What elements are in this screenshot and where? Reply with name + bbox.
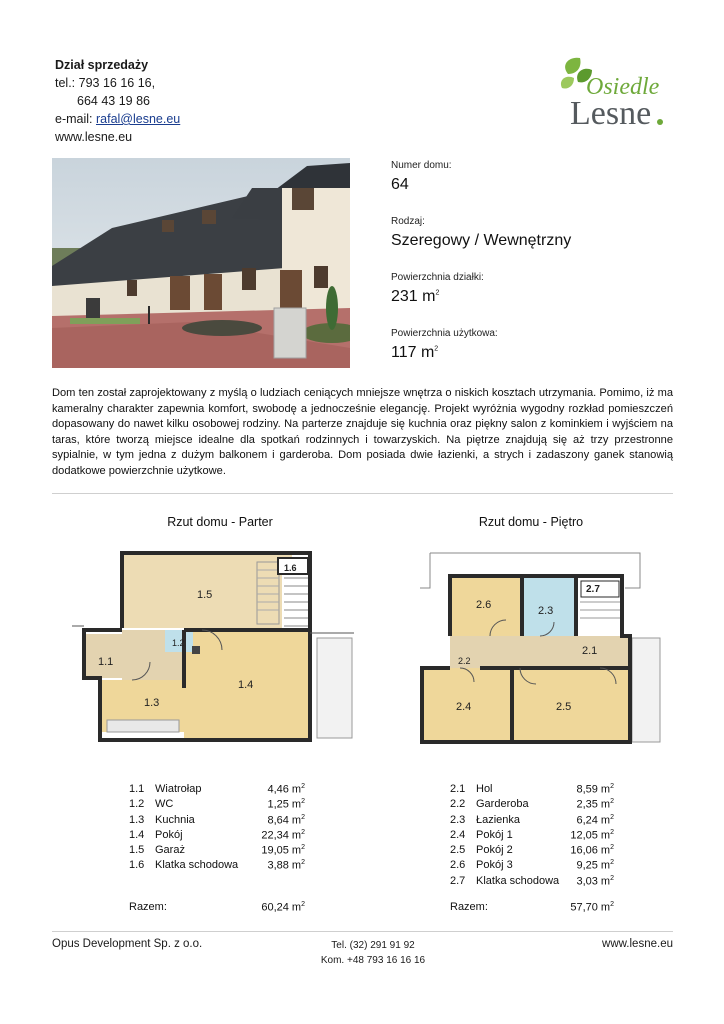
room-area-value: 19,05 m <box>261 844 302 857</box>
room-name: Garaż <box>155 844 185 857</box>
room-number: 2.1 <box>450 783 466 795</box>
room-row <box>129 844 305 859</box>
email-link[interactable]: rafal@lesne.eu <box>95 112 181 126</box>
area-unit-sup: 2 <box>301 844 305 852</box>
room-area-value: 12,05 m <box>570 829 611 842</box>
house-description: Dom ten został zaprojektowany z myślą o ludziach ceniących mniejsze wnętrza o niskich kosztach utrzymania. Pomimo, iż ma kameralny charakter zapewnia komfort, swobodę a jednocześnie elegancję. Projekt wyróżnia wygodny rozkład pomieszczeń dopasowany do nawet kilku osobowej rodziny. Na parterze znajduje się kuchnia oraz piękny salon z kominkiem i wyjściem na taras, które tworzą miejsce idealne dla spotkań rodzinnych i towarzyskich. Na piętrze znajdują się aż trzy przestronne sypialnie, w tym jedna z dużym balkonem i garderoba. Dom posiada dwie łazienki, a strych i zadaszony ganek stanowią dodatkowe powierzchnie użytkowe. <box>52 387 673 477</box>
plan-label-2-2: 2.2 <box>458 656 471 666</box>
room-row <box>450 829 614 844</box>
room-area <box>261 844 305 857</box>
house-photo <box>52 158 350 368</box>
house-number-label: Numer domu: <box>391 160 452 171</box>
room-number: 2.3 <box>450 813 466 826</box>
room-area <box>267 798 305 811</box>
plot-area-number: 231 m <box>391 288 436 305</box>
room-row <box>129 829 305 844</box>
room-area <box>267 783 305 796</box>
plan-label-1-1: 1.1 <box>98 656 114 668</box>
room-row <box>450 875 614 890</box>
room-area <box>267 859 305 872</box>
room-row <box>450 783 614 798</box>
room-area-value: 3,88 m <box>267 860 302 873</box>
plot-area-sup: 2 <box>435 289 440 297</box>
first-floor-total-value: 57,70 m <box>570 901 611 914</box>
plan-label-1-3: 1.3 <box>144 697 160 709</box>
sales-contact <box>55 56 180 146</box>
room-number: 2.7 <box>450 874 466 887</box>
room-name: Pokój 1 <box>476 828 513 841</box>
plan-label-1-2: 1.2 <box>172 638 185 648</box>
room-area-value: 8,59 m <box>576 783 611 796</box>
room-area-value: 4,46 m <box>267 783 302 796</box>
house-type-value: Szeregowy / Wewnętrzny <box>391 232 572 249</box>
footer-phone: Tel. (32) 291 91 92 <box>331 940 415 951</box>
first-floor-rooms-table <box>450 783 614 890</box>
area-unit-sup: 2 <box>301 798 305 806</box>
usable-area-value <box>391 344 691 366</box>
area-unit-sup: 2 <box>301 859 305 867</box>
room-area <box>267 814 305 827</box>
ground-floor-rooms-table <box>129 783 305 875</box>
room-number: 1.4 <box>129 828 145 841</box>
ground-floor-plan <box>72 548 362 748</box>
room-area <box>576 798 614 811</box>
logo-line-2: Lesne <box>570 95 652 132</box>
plot-area-value <box>391 288 691 310</box>
room-area-value: 16,06 m <box>570 844 611 857</box>
house-type-label: Rodzaj: <box>391 216 425 227</box>
house-number-block <box>391 160 691 216</box>
email-line <box>55 110 180 128</box>
room-number: 1.1 <box>129 783 145 795</box>
room-row <box>129 783 305 798</box>
room-name: Pokój <box>155 828 183 841</box>
room-area-value: 8,64 m <box>267 814 302 827</box>
area-unit-sup: 2 <box>610 874 614 882</box>
room-number: 1.5 <box>129 844 145 857</box>
house-type-block <box>391 216 691 272</box>
room-row <box>129 798 305 813</box>
area-unit-sup: 2 <box>301 901 305 908</box>
usable-area-number: 117 m <box>391 344 435 361</box>
section-divider <box>52 493 673 494</box>
area-unit-sup: 2 <box>610 813 614 821</box>
room-number: 2.4 <box>450 828 466 841</box>
room-area-value: 3,03 m <box>576 875 611 888</box>
first-floor-title: Rzut domu - Piętro <box>478 515 584 529</box>
usable-area-sup: 2 <box>434 345 439 353</box>
area-unit-sup: 2 <box>610 844 614 852</box>
area-unit-sup: 2 <box>610 901 614 908</box>
first-floor-total-label: Razem: <box>450 901 488 913</box>
area-unit-sup: 2 <box>301 813 305 821</box>
room-area-value: 22,34 m <box>261 829 302 842</box>
room-name: Łazienka <box>476 813 521 826</box>
room-area <box>570 829 614 842</box>
room-name: Hol <box>476 783 493 795</box>
footer-mobile: Kom. +48 793 16 16 16 <box>320 955 426 966</box>
room-number: 1.3 <box>129 813 145 826</box>
osiedle-lesne-logo <box>556 52 676 132</box>
room-name: Klatka schodowa <box>155 859 239 872</box>
room-name: WC <box>155 798 174 811</box>
room-area <box>576 875 614 888</box>
footer-website[interactable]: www.lesne.eu <box>602 938 673 950</box>
room-area-value: 9,25 m <box>576 860 611 873</box>
usable-area-label: Powierzchnia użytkowa: <box>391 328 498 339</box>
room-area <box>576 783 614 796</box>
phone-line-2: 664 43 19 86 <box>77 94 150 108</box>
room-area-value: 1,25 m <box>267 798 302 811</box>
room-name: Pokój 2 <box>476 844 513 857</box>
room-row <box>129 859 305 874</box>
plan-label-2-1: 2.1 <box>582 645 598 657</box>
area-unit-sup: 2 <box>610 783 614 790</box>
room-name: Pokój 3 <box>476 859 513 872</box>
house-info <box>391 160 691 384</box>
footer-divider <box>52 931 673 932</box>
plan-label-2-5: 2.5 <box>556 701 572 713</box>
plan-label-1-5: 1.5 <box>197 589 213 601</box>
plot-area-block <box>391 272 691 328</box>
area-unit-sup: 2 <box>610 859 614 867</box>
room-number: 2.6 <box>450 859 466 872</box>
room-row <box>450 859 614 874</box>
logo-line-1: Osiedle <box>586 74 660 100</box>
footer-phones <box>300 938 446 968</box>
ground-floor-total <box>229 901 305 914</box>
room-area <box>261 829 305 842</box>
website-line[interactable]: www.lesne.eu <box>55 130 133 144</box>
area-unit-sup: 2 <box>301 828 305 836</box>
plan-label-2-6: 2.6 <box>476 599 492 611</box>
room-area <box>576 814 614 827</box>
plan-label-2-7: 2.7 <box>586 584 600 595</box>
room-number: 2.2 <box>450 798 466 811</box>
room-name: Garderoba <box>476 798 529 811</box>
room-row <box>129 814 305 829</box>
footer-company: Opus Development Sp. z o.o. <box>52 938 203 950</box>
plan-label-2-4: 2.4 <box>456 701 472 713</box>
first-floor-total <box>538 901 614 914</box>
usable-area-block <box>391 328 691 384</box>
room-area-value: 6,24 m <box>576 814 611 827</box>
room-area <box>570 844 614 857</box>
room-name: Klatka schodowa <box>476 874 560 887</box>
area-unit-sup: 2 <box>610 798 614 806</box>
room-number: 1.2 <box>129 798 145 811</box>
area-unit-sup: 2 <box>301 783 305 790</box>
ground-floor-total-label: Razem: <box>129 901 167 913</box>
room-area-value: 2,35 m <box>576 798 611 811</box>
ground-floor-total-value: 60,24 m <box>261 901 302 914</box>
ground-floor-title: Rzut domu - Parter <box>167 515 273 529</box>
sales-department-title: Dział sprzedaży <box>55 58 149 72</box>
area-unit-sup: 2 <box>610 828 614 836</box>
email-prefix: e-mail: <box>55 112 96 126</box>
room-row <box>450 814 614 829</box>
room-area <box>576 859 614 872</box>
plan-label-2-3: 2.3 <box>538 605 554 617</box>
room-name: Kuchnia <box>155 813 195 826</box>
first-floor-plan <box>400 548 670 748</box>
room-name: Wiatrołap <box>155 783 202 795</box>
plan-label-1-4: 1.4 <box>238 679 254 691</box>
room-row <box>450 798 614 813</box>
room-row <box>450 844 614 859</box>
phone-line-1: tel.: 793 16 16 16, <box>55 76 156 90</box>
plot-area-label: Powierzchnia działki: <box>391 272 484 283</box>
room-number: 2.5 <box>450 844 466 857</box>
room-number: 1.6 <box>129 859 145 872</box>
plan-label-1-6: 1.6 <box>284 563 297 573</box>
house-number-value: 64 <box>391 176 409 193</box>
